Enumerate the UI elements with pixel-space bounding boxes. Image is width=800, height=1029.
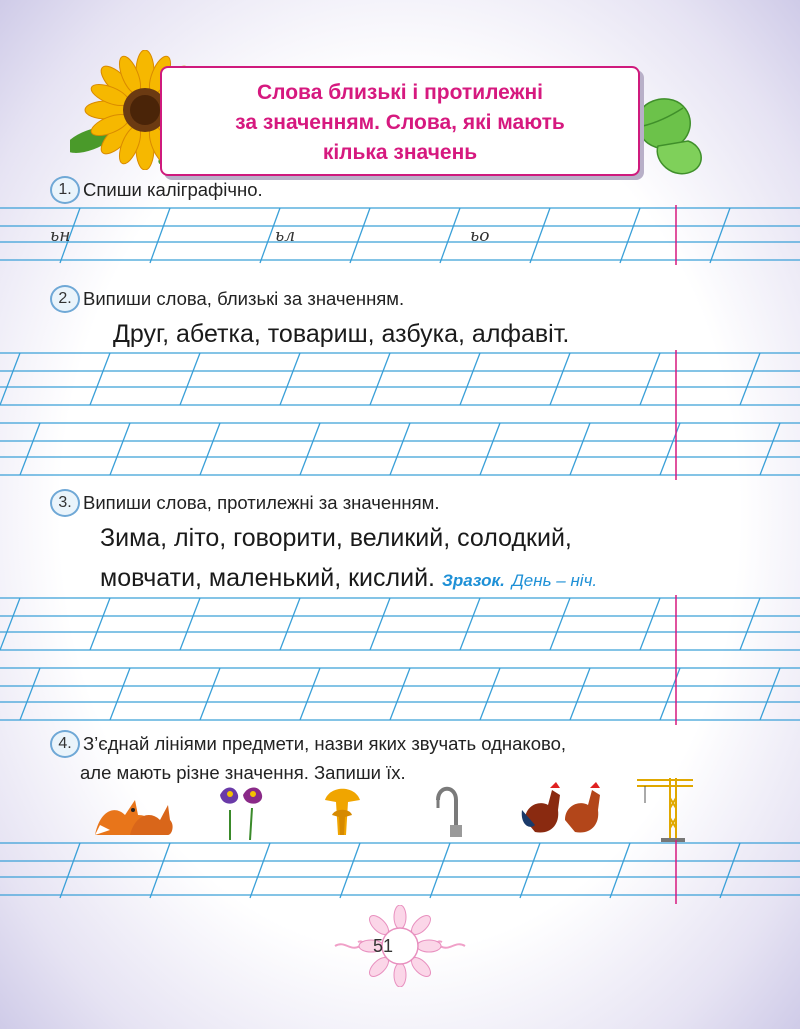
faucet-icon[interactable] <box>430 780 465 840</box>
crane-icon[interactable] <box>635 768 695 843</box>
task-3-words-line-1: Зима, літо, говорити, великий, солодкий, <box>100 524 572 552</box>
task-number-badge: 3. <box>50 489 80 517</box>
roosters-icon[interactable] <box>520 780 605 840</box>
ruled-lines-task-3[interactable] <box>0 595 800 725</box>
title-card <box>160 66 640 176</box>
task-1-heading <box>50 176 263 204</box>
task-2-heading <box>50 285 404 313</box>
cursive-sample-1: ьн <box>50 226 71 246</box>
cursive-sample-3: ьо <box>470 226 490 246</box>
title-line-2: за значенням. Слова, які мають <box>235 111 565 134</box>
example-label: Зразок. <box>441 571 505 590</box>
task-4-instruction-line-2: але мають різне значення. Запиши їх. <box>80 762 406 783</box>
ruled-lines-task-4[interactable] <box>0 840 800 904</box>
fox-icon[interactable] <box>90 780 175 840</box>
mushroom-icon[interactable] <box>320 780 365 840</box>
task-4-heading <box>50 730 566 758</box>
title-line-3: кілька значень <box>322 141 478 164</box>
task-2-instruction: Випиши слова, близькі за значенням. <box>83 288 405 309</box>
ruled-lines-task-2[interactable] <box>0 350 800 480</box>
task-2-words: Друг, абетка, товариш, азбука, алфавіт. <box>113 320 570 348</box>
ruled-lines-task-1[interactable] <box>0 205 800 265</box>
example-text: День – ніч. <box>511 571 598 590</box>
task-3-words-line-2 <box>100 564 597 593</box>
task-3-words-line-2-text: мовчати, маленький, кислий. <box>100 564 435 592</box>
iris-icon[interactable] <box>210 780 270 840</box>
task-number-badge: 2. <box>50 285 80 313</box>
task-number-badge: 1. <box>50 176 80 204</box>
task-number-badge: 4. <box>50 730 80 758</box>
title-line-1: Слова близькі і протилежні <box>257 81 543 104</box>
page-number-flower-icon <box>330 905 470 987</box>
page-title <box>162 78 638 168</box>
task-3-heading <box>50 489 440 517</box>
task-1-instruction: Спиши каліграфічно. <box>83 179 263 200</box>
task-4-instruction-line-1: З’єднай лініями предмети, назви яких звучать однаково, <box>83 733 567 754</box>
task-3-instruction: Випиши слова, протилежні за значенням. <box>83 492 440 513</box>
cursive-sample-2: ьл <box>275 226 296 246</box>
leaf-icon <box>628 86 708 186</box>
page-number: 51 <box>372 936 394 956</box>
